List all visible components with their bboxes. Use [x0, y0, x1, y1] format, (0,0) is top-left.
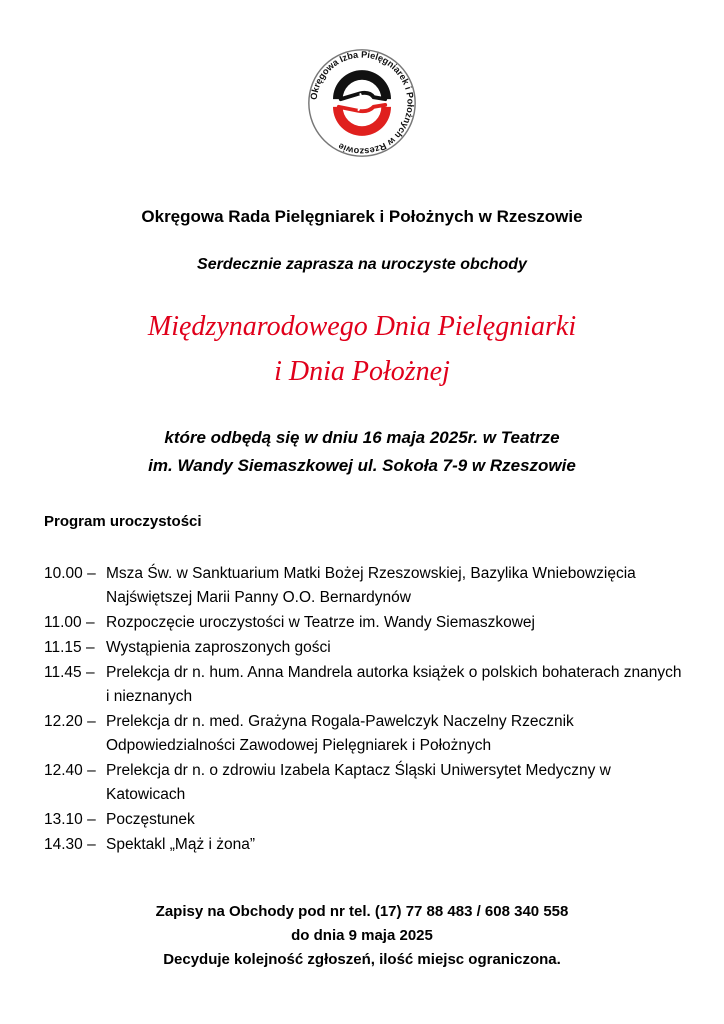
program-item	[44, 808, 684, 832]
program-item	[44, 611, 684, 635]
logo-ring-text: Okręgowa Izba Pielęgniarek i Położnych w Rzeszowie	[308, 49, 416, 157]
registration-note: Decyduje kolejność zgłoszeń, ilość miejsc ograniczona.	[163, 951, 561, 968]
invitation-text: Serdecznie zaprasza na uroczyste obchody	[197, 256, 527, 273]
program-item	[44, 661, 684, 709]
program-item-time: 11.00 –	[44, 614, 95, 631]
event-location-line: im. Wandy Siemaszkowej ul. Sokoła 7-9 w Rzeszowie	[148, 456, 576, 475]
event-title-line-1: Międzynarodowego Dnia Pielęgniarki	[147, 311, 577, 342]
program-item-text: Rozpoczęcie uroczystości w Teatrze im. Wandy Siemaszkowej	[106, 614, 535, 631]
program-item	[44, 833, 684, 857]
registration-phone: Zapisy na Obchody pod nr tel. (17) 77 88 483 / 608 340 558	[155, 903, 569, 920]
program-item-time: 14.30 –	[44, 836, 96, 853]
program-item-text: Prelekcja dr n. hum. Anna Mandrela autorka książek o polskich bohaterach znanych i nieznanych	[106, 664, 682, 705]
program-item-text: Prelekcja dr n. med. Grażyna Rogala-Pawelczyk Naczelny Rzecznik Odpowiedzialności Zawodowej Pielęgniarek i Położnych	[106, 713, 574, 754]
handshake-icon	[339, 93, 385, 111]
program-item-time: 11.45 –	[44, 664, 95, 681]
program-item-time: 12.40 –	[44, 762, 96, 779]
program-item-text: Prelekcja dr n. o zdrowiu Izabela Kaptacz Śląski Uniwersytet Medyczny w Katowicach	[106, 762, 611, 803]
organization-name: Okręgowa Rada Pielęgniarek i Położnych w Rzeszowie	[141, 207, 583, 226]
program-item-text: Spektakl „Mąż i żona”	[106, 836, 256, 853]
registration-deadline: do dnia 9 maja 2025	[291, 927, 433, 944]
program-item-time: 12.20 –	[44, 713, 96, 730]
program-item-time: 10.00 –	[44, 565, 96, 582]
organization-logo	[304, 45, 420, 161]
event-date-line: które odbędą się w dniu 16 maja 2025r. w Teatrze	[164, 428, 560, 447]
program-item	[44, 710, 684, 758]
program-heading: Program uroczystości	[44, 513, 202, 530]
program-item-time: 11.15 –	[44, 639, 95, 656]
program-item	[44, 759, 684, 807]
program-list	[44, 562, 684, 858]
program-item-time: 13.10 –	[44, 811, 96, 828]
event-title-line-2: i Dnia Położnej	[274, 356, 450, 387]
program-item-text: Wystąpienia zaproszonych gości	[106, 639, 331, 656]
program-item	[44, 562, 684, 610]
program-item	[44, 636, 684, 660]
program-item-text: Msza Św. w Sanktuarium Matki Bożej Rzeszowskiej, Bazylika Wniebowzięcia Najświętszej Marii Panny O.O. Bernardynów	[106, 565, 636, 606]
program-item-text: Poczęstunek	[106, 811, 195, 828]
